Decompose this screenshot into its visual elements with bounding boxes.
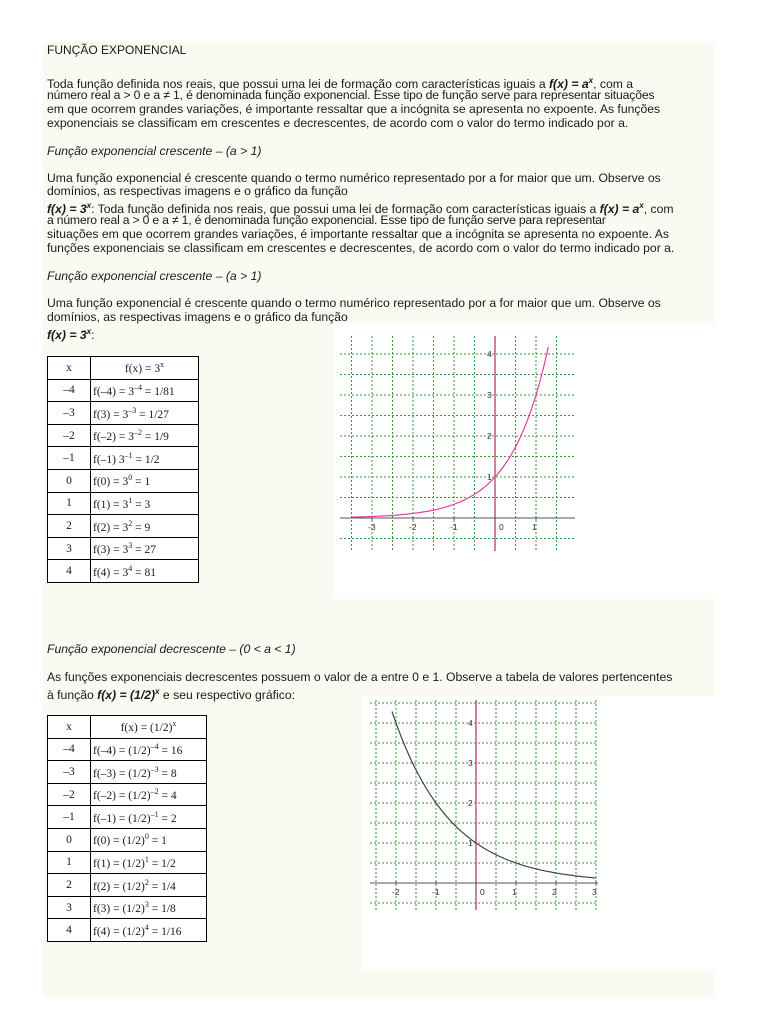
cell-fx: $f(-4) = (1/2)^{-4} = 16$ — [91, 738, 207, 761]
cell-fx: $f(4) = 3^4 = 81$ — [91, 560, 199, 583]
cell-fx: $f(-1) = (1/2)^{-1} = 2$ — [91, 806, 207, 829]
x-tick-label: -1 — [432, 887, 440, 897]
x-tick-label: 1 — [532, 522, 537, 532]
table-row — [48, 560, 199, 583]
x-tick-label: 0 — [480, 887, 485, 897]
table-row — [48, 469, 199, 492]
header-fx: $f(x) = (1/2)^x$ — [91, 716, 207, 739]
cell-x: –1 — [48, 447, 91, 470]
y-tick-label: 2 — [468, 798, 473, 808]
cell-x: 1 — [48, 851, 91, 874]
table-header-row — [48, 716, 207, 739]
cell-fx: $f(-3) = (1/2)^{-3} = 8$ — [91, 761, 207, 784]
crescente-paragraph-4: domínios, as respectivas imagens e o gráfico da função — [47, 310, 348, 324]
cell-fx: f(–1) $3^{-1} = 1/2$ — [91, 447, 199, 470]
table-row — [48, 919, 207, 942]
y-tick-label: 1 — [487, 472, 492, 482]
cell-fx: $f(1) = (1/2)^1 = 1/2$ — [91, 851, 207, 874]
cell-x: –4 — [48, 379, 91, 402]
table-row — [48, 402, 199, 425]
x-tick-label: 0 — [499, 522, 504, 532]
header-x: x — [48, 716, 91, 739]
table-row — [48, 761, 207, 784]
cell-x: 0 — [48, 469, 91, 492]
cell-x: –4 — [48, 738, 91, 761]
table-row — [48, 828, 207, 851]
intro-line-2: número real a > 0 e a ≠ 1, é denominada função exponencial. Esse tipo de função serve para representar situações — [47, 88, 655, 102]
table-row — [48, 851, 207, 874]
y-tick-label: 1 — [468, 838, 473, 848]
cell-x: 2 — [48, 515, 91, 538]
decrescente-paragraph-1: As funções exponenciais decrescentes possuem o valor de a entre 0 e 1. Observe a tabela de valores pertencentes — [47, 670, 673, 684]
cell-x: 1 — [48, 492, 91, 515]
cell-x: –1 — [48, 806, 91, 829]
table-row — [48, 379, 199, 402]
crescente-repeat-line-1: $f(x) = 3^x$: Toda função definida nos reais, que possui uma lei de formação com características iguais a $f(x) = a^x$, com — [47, 201, 674, 217]
y-tick-label: 4 — [468, 718, 473, 728]
graph-half-x — [370, 700, 598, 910]
crescente-paragraph-1: Uma função exponencial é crescente quando o termo numérico representado por a for maior que um. Observe os — [47, 171, 661, 185]
cell-fx: $f(1) = 3^1 = 3$ — [91, 492, 199, 515]
cell-fx: $f(-2) = (1/2)^{-2} = 4$ — [91, 783, 207, 806]
intro-line-1: Toda função definida nos reais, que possui uma lei de formação com características iguais a $f(x) = a^x$, com a — [47, 76, 634, 92]
crescente-repeat-line-3: situações em que ocorrem grandes variações, é importante ressaltar que a incógnita se apresenta no expoente. As — [47, 227, 669, 241]
cell-fx: $f(4) = (1/2)^4 = 1/16$ — [91, 919, 207, 942]
x-tick-label: 2 — [552, 887, 557, 897]
crescente-repeat-line-4: funções exponenciais se classificam em crescentes e decrescentes, de acordo com o valor do termo indicado por a. — [47, 241, 675, 255]
section-heading-decrescente: Função exponencial decrescente – (0 < a < 1) — [47, 642, 296, 656]
cell-fx: $f(3) = 3^{-3} = 1/27$ — [91, 402, 199, 425]
y-tick-label: 2 — [487, 431, 492, 441]
function-curve — [352, 347, 549, 517]
cell-fx: $f(3) = 3^3 = 27$ — [91, 537, 199, 560]
cell-x: 2 — [48, 874, 91, 897]
function-label-3x: $f(x) = 3^x$: — [47, 327, 95, 343]
crescente-paragraph-3: Uma função exponencial é crescente quando o termo numérico representado por a for maior que um. Observe os — [47, 296, 661, 310]
x-tick-label: 1 — [512, 887, 517, 897]
y-tick-label: 3 — [487, 390, 492, 400]
crescente-paragraph-2: domínios, as respectivas imagens e o gráfico da função — [47, 184, 348, 198]
function-curve — [392, 712, 596, 879]
cell-fx: $f(-2) = 3^{-2} = 1/9$ — [91, 424, 199, 447]
table-row — [48, 537, 199, 560]
cell-x: –3 — [48, 402, 91, 425]
section-heading-crescente-2: Função exponencial crescente – (a > 1) — [47, 269, 262, 283]
cell-x: 4 — [48, 560, 91, 583]
cell-fx: $f(0) = (1/2)^0 = 1$ — [91, 828, 207, 851]
cell-x: 3 — [48, 537, 91, 560]
values-table-half-x — [47, 715, 207, 942]
cell-fx: $f(2) = (1/2)^2 = 1/4$ — [91, 874, 207, 897]
table-row — [48, 424, 199, 447]
x-tick-label: 3 — [592, 887, 597, 897]
graph-3x — [340, 336, 575, 551]
table-header-row — [48, 357, 199, 380]
cell-x: 3 — [48, 896, 91, 919]
table-row — [48, 492, 199, 515]
intro-line-3: em que ocorrem grandes variações, é importante ressaltar que a incógnita se apresenta no expoente. As funções — [47, 102, 661, 116]
cell-x: –2 — [48, 424, 91, 447]
header-x: x — [48, 357, 91, 380]
y-tick-label: 3 — [468, 758, 473, 768]
cell-x: –3 — [48, 761, 91, 784]
cell-x: –2 — [48, 783, 91, 806]
x-tick-label: -1 — [450, 522, 458, 532]
cell-x: 0 — [48, 828, 91, 851]
cell-fx: $f(-4) = 3^{-4} = 1/81$ — [91, 379, 199, 402]
y-tick-label: 4 — [487, 349, 492, 359]
x-tick-label: -2 — [392, 887, 400, 897]
table-row — [48, 738, 207, 761]
table-row — [48, 874, 207, 897]
intro-line-4: exponenciais se classificam em crescentes e decrescentes, de acordo com o valor do termo indicado por a. — [47, 116, 629, 130]
table-row — [48, 806, 207, 829]
decrescente-paragraph-2: à função $f(x) = (1/2)^x$ e seu respectivo gráfico: — [47, 687, 296, 703]
crescente-repeat-line-2: a número real a > 0 e a ≠ 1, é denominada função exponencial. Esse tipo de função serve para representar — [47, 213, 606, 227]
x-tick-label: -3 — [368, 522, 376, 532]
section-heading-crescente: Função exponencial crescente – (a > 1) — [47, 144, 262, 158]
table-row — [48, 896, 207, 919]
table-row — [48, 783, 207, 806]
cell-x: 4 — [48, 919, 91, 942]
page-title: FUNÇÃO EXPONENCIAL — [47, 43, 187, 57]
cell-fx: $f(0) = 3^0 = 1$ — [91, 469, 199, 492]
values-table-3x — [47, 356, 199, 583]
x-tick-label: -2 — [409, 522, 417, 532]
cell-fx: $f(2) = 3^2 = 9$ — [91, 515, 199, 538]
table-row — [48, 515, 199, 538]
table-row — [48, 447, 199, 470]
header-fx: $f(x) = 3^x$ — [91, 357, 199, 380]
cell-fx: $f(3) = (1/2)^3 = 1/8$ — [91, 896, 207, 919]
